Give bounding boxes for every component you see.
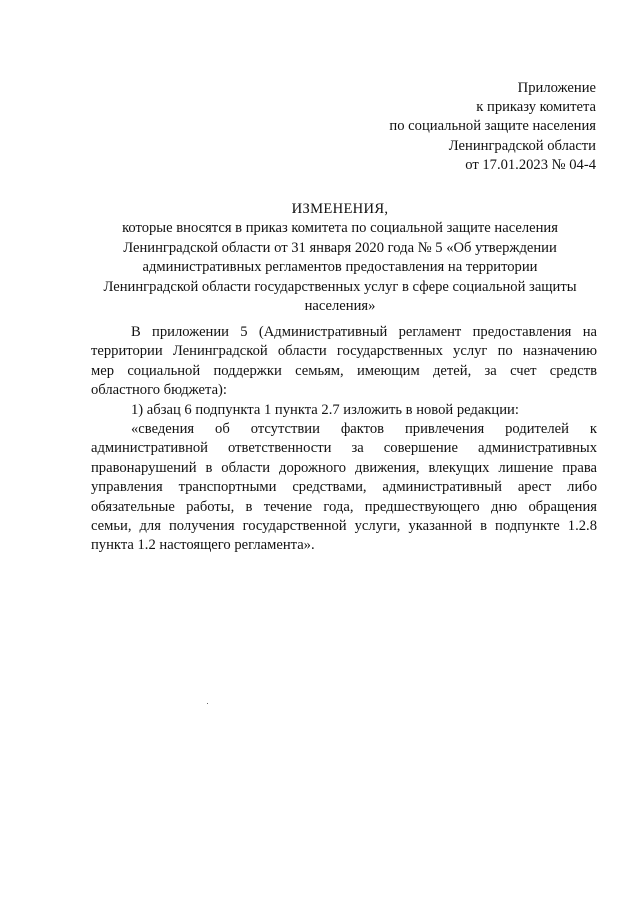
appendix-header (389, 79, 596, 175)
appendix-line: Ленинградской области (448, 137, 596, 154)
quote-line: «сведения об отсутствии фактов привлечения родителей к (131, 421, 597, 438)
scan-speck (207, 703, 208, 704)
intro-line: В приложении 5 (Административный регламент предоставления на (131, 324, 597, 340)
quote-line: правонарушений в области дорожного движения, влекущих лишение права (91, 459, 597, 476)
quote-paragraph (91, 420, 597, 556)
quote-line: административной ответственности за совершение административных (91, 440, 597, 457)
appendix-line: по социальной защите населения (389, 118, 596, 135)
title-line: Ленинградской области государственных услуг в сфере социальной защиты (103, 278, 577, 295)
intro-line: территории Ленинградской области государственных услуг по назначению (91, 343, 597, 360)
intro-paragraph (91, 323, 597, 401)
appendix-line: Приложение (517, 80, 596, 96)
title-line: которые вносятся в приказ комитета по социальной защите населения (122, 220, 558, 237)
quote-line: пункта 1.2 настоящего регламента». (91, 537, 315, 554)
item-1-paragraph (91, 401, 597, 420)
title-line: административных регламентов предоставления на территории (142, 259, 538, 276)
quote-line: семьи, для получения государственной услуги, указанной в подпункте 1.2.8 (91, 518, 597, 535)
quote-line: обязательные работы, в течение года, предшествующего дню обращения (91, 498, 597, 515)
item-1-line: 1) абзац 6 подпункта 1 пункта 2.7 изложить в новой редакции: (131, 401, 519, 418)
appendix-line: к приказу комитета (476, 99, 596, 116)
title-heading: ИЗМЕНЕНИЯ, (291, 201, 389, 217)
intro-line: областного бюджета): (91, 382, 227, 399)
document-title (80, 200, 600, 316)
intro-line: мер социальной поддержки семьям, имеющим детей, за счет средств (91, 362, 597, 379)
title-line: Ленинградской области от 31 января 2020 года № 5 «Об утверждении (123, 239, 557, 256)
title-line: населения» (304, 298, 376, 315)
document-body (91, 323, 597, 556)
quote-line: управления транспортными средствами, административный арест либо (91, 479, 597, 496)
appendix-line: от 17.01.2023 № 04-4 (465, 156, 596, 173)
